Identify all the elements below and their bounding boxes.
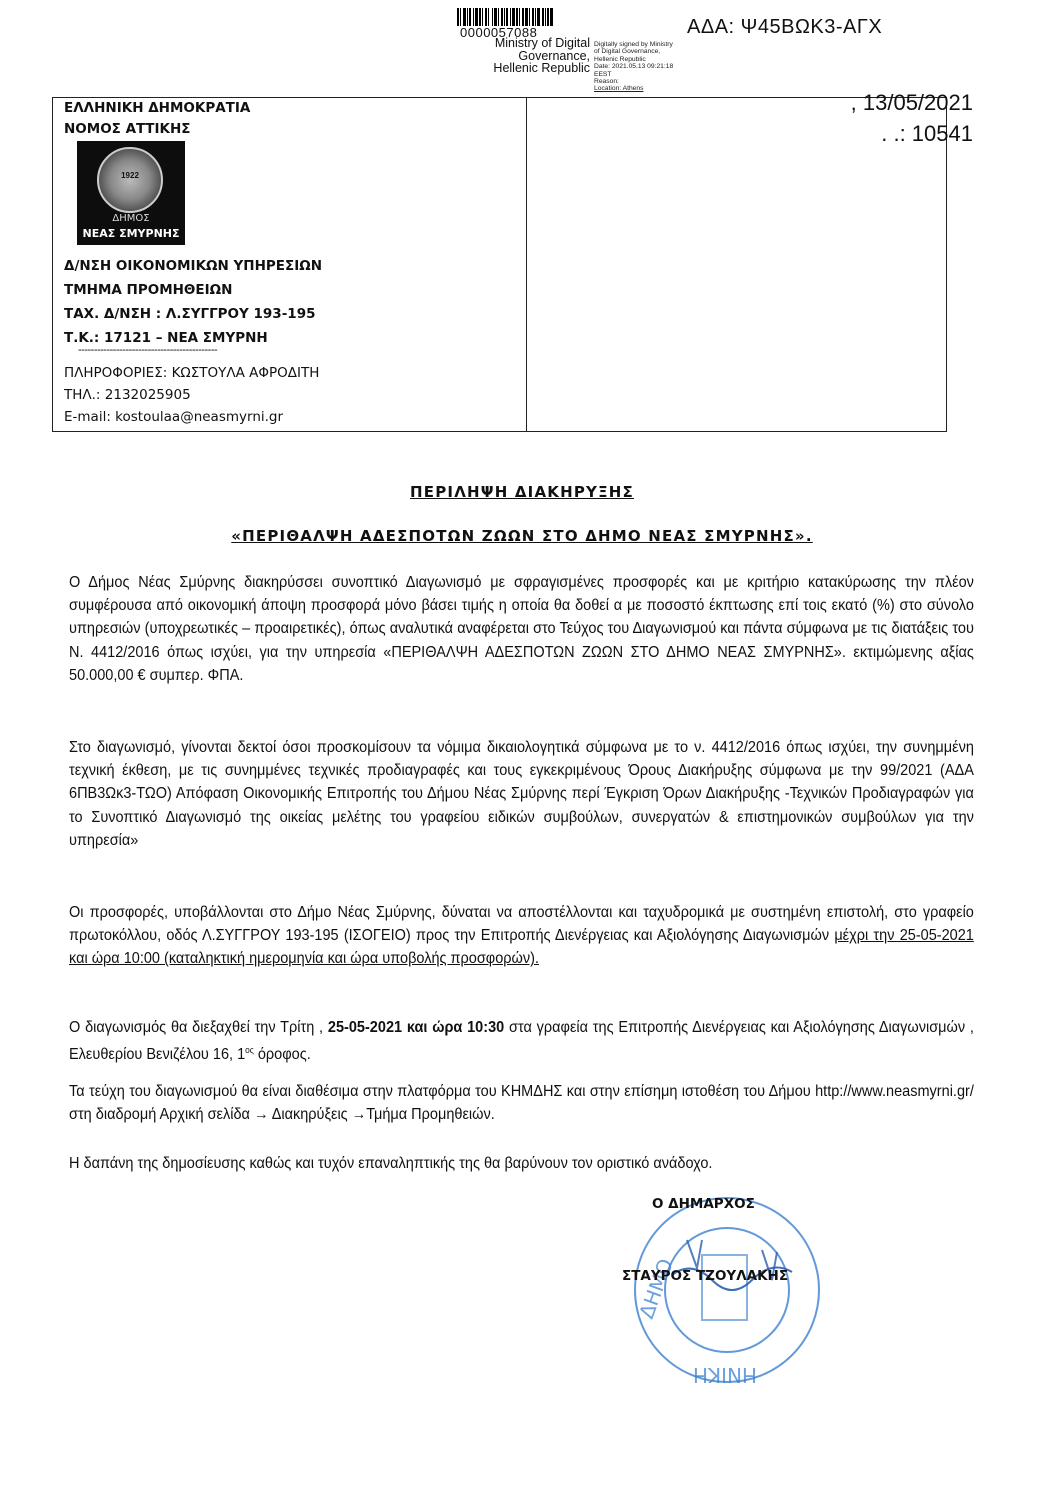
contest-datetime: 25-05-2021 και ώρα 10:30 xyxy=(327,1019,505,1036)
svg-text:ΔΗΜΟ: ΔΗΜΟ xyxy=(634,1255,678,1322)
paragraph-3 xyxy=(69,901,974,971)
sig-detail-line: EEST xyxy=(594,70,612,78)
contact-person: ΠΛΗΡΟΦΟΡΙΕΣ: ΚΩΣΤΟΥΛΑ ΑΦΡΟΔΙΤΗ xyxy=(64,365,320,381)
paragraph-3-text: Οι προσφορές, υποβάλλονται στο Δήμο Νέας Σμύρνης, δύναται να αποστέλλονται και ταχυδρομικά με συστημένη επιστολή, στο γραφείο πρωτοκόλλου, οδός Λ.ΣΥΓΓΡΟΥ 193-195 (ΙΣΟΓΕΙΟ) προς την Επιτροπής Διενέργειας και Αξιολόγησης Διαγωνισμών xyxy=(69,904,974,945)
svg-text:ΗΝΙΚΗ: ΗΝΙΚΗ xyxy=(692,1363,757,1387)
postcode-line: Τ.Κ.: 17121 – ΝΕΑ ΣΜΥΡΝΗ xyxy=(64,330,268,346)
paragraph-4-text: Ο διαγωνισμός θα διεξαχθεί την Τρίτη , xyxy=(69,1019,328,1036)
sig-detail-line: Location: Athens xyxy=(594,85,644,93)
document-title: ΠΕΡΙΛΗΨΗ ΔΙΑΚΗΡΥΞΗΣ xyxy=(410,483,634,501)
directorate-line: Δ/ΝΣΗ ΟΙΚΟΝΟΜΙΚΩΝ ΥΠΗΡΕΣΙΩΝ xyxy=(64,258,323,274)
sig-detail-line: of Digital Governance, xyxy=(594,48,661,56)
paragraph-4-text: στα γραφεία της Επιτροπής Διενέργειας και Αξιολόγησης Διαγωνισμών , Ελευθερίου Βενιζέλου 16, 1 xyxy=(69,1019,974,1064)
sig-detail-line: Date: 2021.05.13 09:21:18 xyxy=(594,63,674,71)
separator-dashes: -------------------------------------------- xyxy=(78,344,218,356)
issuer-header xyxy=(64,98,250,140)
contact-phone: ΤΗΛ.: 2132025905 xyxy=(64,387,191,403)
barcode xyxy=(457,8,587,26)
prefecture-line: ΝΟΜΟΣ ΑΤΤΙΚΗΣ xyxy=(64,121,191,137)
signature-details xyxy=(594,41,714,93)
service-title: «ΠΕΡΙΘΑΛΨΗ ΑΔΕΣΠΟΤΩΝ ΖΩΩΝ ΣΤΟ ΔΗΜΟ ΝΕΑΣ ΣΜΥΡΝΗΣ». xyxy=(231,527,813,545)
municipality-logo xyxy=(77,141,185,245)
department-info xyxy=(64,254,322,350)
signer-line: Ministry of Digital xyxy=(494,36,590,50)
logo-line-2: ΝΕΑΣ ΣΜΥΡΝΗΣ xyxy=(82,227,180,240)
document-date: , 13/05/2021 xyxy=(850,90,973,115)
signer-line: Hellenic Republic xyxy=(493,61,590,75)
address-line: ΤΑΧ. Δ/ΝΣΗ : Λ.ΣΥΓΓΡΟΥ 193-195 xyxy=(64,306,316,322)
sig-detail-line: Hellenic Republic xyxy=(594,55,646,63)
logo-line-1: ΔΗΜΟΣ xyxy=(112,213,150,224)
paragraph-5: Τα τεύχη του διαγωνισμού θα είναι διαθέσιμα στην πλατφόρμα του ΚΗΜΔΗΣ και στην επίσημη ιστοθέση του Δήμου http://www.neasmyrni.gr/ στη διαδρομή Αρχική σελίδα → Διακηρύξεις →Τμήμα Προμηθειών. xyxy=(69,1083,974,1124)
digital-signer xyxy=(486,37,590,75)
sig-detail-line: Reason: xyxy=(594,78,619,86)
contact-info xyxy=(64,362,319,428)
mayor-title: Ο ΔΗΜΑΡΧΟΣ xyxy=(652,1196,755,1212)
sig-detail-line: Digitally signed by Ministry xyxy=(594,41,673,48)
paragraph-4 xyxy=(69,1016,974,1067)
deadline-text: μέχρι την 25-05-2021 και ώρα 10:00 (καταληκτική ημερομηνία και ώρα υποβολής προσφορών). xyxy=(69,927,974,968)
mayor-name: ΣΤΑΥΡΟΣ ΤΖΟΥΛΑΚΗΣ xyxy=(622,1268,789,1284)
seal-icon: 1922 xyxy=(97,147,163,213)
ordinal-suffix: ος xyxy=(245,1045,254,1056)
header-divider xyxy=(526,97,527,432)
paragraph-1: Ο Δήμος Νέας Σμύρνης διακηρύσσει συνοπτικό Διαγωνισμό με σφραγισμένες προσφορές και με κριτήριο κατακύρωσης την πλέον συμφέρουσα από οικονομική άποψη προσφορά μόνο βάσει τιμής η οποία θα δοθεί α με ποσοστό έκπτωσης επί τοις εκατό (%) στο σύνολο υπηρεσιών (υποχρεωτικές – προαιρετικές), όπως αναλυτικά αναφέρεται στο Τεύχος του Διαγωνισμού και πάντα σύμφωνα με τις διατάξεις του Ν. 4412/2016 όπως ισχύει, για την υπηρεσία «ΠΕΡΙΘΑΛΨΗ ΑΔΕΣΠΟΤΩΝ ΖΩΩΝ ΣΤΟ ΔΗΜΟ ΝΕΑΣ ΣΜΥΡΝΗΣ». εκτιμώμενης αξίας 50.000,00 € συμπερ. ΦΠΑ. xyxy=(69,574,974,684)
signer-line: Governance, xyxy=(518,48,590,63)
contact-email: E-mail: kostoulaa@neasmyrni.gr xyxy=(64,409,284,425)
paragraph-6: Η δαπάνη της δημοσίευσης καθώς και τυχόν επαναληπτικής της θα βαρύνουν τον οριστικό ανάδοχο. xyxy=(69,1155,713,1172)
barcode-number: 0000057088 xyxy=(460,25,538,40)
paragraph-2: Στο διαγωνισμό, γίνονται δεκτοί όσοι προσκομίσουν τα νόμιμα δικαιολογητικά σύμφωνα με το ν. 4412/2016 όπως ισχύει, την συνημμένη τεχνική έκθεση, με τις συνημμένες τεχνικές προδιαγραφές και τους εγκεκριμένους Όρους Διακήρυξης σύμφωνα με την 99/2021 (ΑΔΑ 6ΠΒ3Ωκ3-ΤΩΟ) Απόφαση Οικονομικής Επιτροπής του Δήμου Νέας Σμύρνης περί Έγκριση Όρων Διακήρυξης -Τεχνικών Προδιαγραφών για το Συνοπτικό Διαγωνισμό της οικείας μελέτης του γραφείου ειδικών συμβούλων, συνεργατών & επιστημονικών συμβούλων για την υπηρεσία» xyxy=(69,739,974,849)
department-line: ΤΜΗΜΑ ΠΡΟΜΗΘΕΙΩΝ xyxy=(64,282,233,298)
paragraph-4-text: όροφος. xyxy=(253,1046,311,1064)
ada-code: ΑΔΑ: Ψ45ΒΩΚ3-ΑΓΧ xyxy=(687,16,883,38)
protocol-number: . .: 10541 xyxy=(881,121,973,146)
country-line: ΕΛΛΗΝΙΚΗ ΔΗΜΟΚΡΑΤΙΑ xyxy=(64,100,251,116)
